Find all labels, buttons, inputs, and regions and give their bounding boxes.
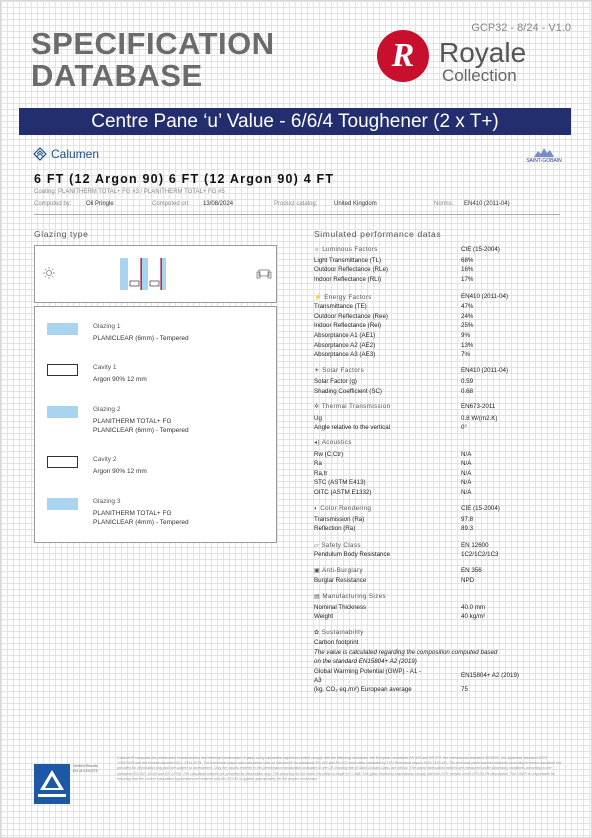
computed-on: 13/08/2024 (203, 201, 234, 207)
row-label: Shading Coefficient (SC) (314, 388, 382, 395)
row-label: Weight (314, 613, 334, 620)
row-value: 40 kg/m² (461, 613, 486, 620)
row-value: 9% (461, 332, 470, 339)
heading-text: Color Rendering (320, 505, 372, 512)
glass-swatch (47, 498, 78, 510)
thermal-heading: ✲ Thermal Transmission (314, 403, 391, 410)
row-value: 7% (461, 351, 470, 358)
row-label: Pendulum Body Resistance (314, 551, 391, 558)
heading-text: Energy Factors (324, 294, 372, 301)
performance-table (314, 1, 571, 838)
row-value: 0.68 (461, 388, 474, 395)
row-label: Light Transmittance (TL) (314, 257, 382, 264)
row-value: 17% (461, 276, 474, 283)
glass-swatch (47, 323, 78, 335)
cavity-swatch (47, 456, 78, 468)
layer-detail: PLANITHERM TOTAL+ FG (93, 418, 172, 425)
title-line-2: DATABASE (31, 58, 203, 93)
row-label: Angle relative to the vertical (314, 424, 391, 431)
glazing-cross-section (35, 246, 276, 302)
catalog-value: United Kingdom (334, 201, 377, 207)
cavity-swatch (47, 364, 78, 376)
layer-name: Glazing 3 (93, 498, 121, 505)
layer-detail-2: PLANICLEAR (6mm) - Tempered (93, 427, 189, 434)
layer-name: Glazing 2 (93, 406, 121, 413)
row-value: NPD (461, 577, 475, 584)
heading-text: Safety Class (321, 542, 361, 549)
heading-text: Manufacturing Sizes (322, 593, 387, 600)
row-value: N/A (461, 470, 472, 477)
layer-detail: Argon 90% 12 mm (93, 468, 147, 475)
sun-icon (43, 267, 55, 279)
sofa-icon (257, 270, 271, 278)
computed-by-label: Computed by: (34, 201, 72, 207)
coating-line: Coating: PLANITHERM TOTAL+ FG #3 / PLANITHERM TOTAL+ FG #5 (34, 189, 225, 195)
calumen-logo (33, 147, 99, 161)
row-label: Ug (314, 415, 322, 422)
row-label: Reflection (Ra) (314, 525, 356, 532)
row-label: Transmission (Ra) (314, 516, 365, 523)
row-label: Indoor Reflectance (Rei) (314, 322, 382, 329)
row-value: 0.8 W/(m2.K) (461, 415, 498, 422)
brand-sub: Collection (442, 66, 517, 85)
calumen-icon (33, 147, 47, 161)
glass-swatch (47, 406, 78, 418)
sustainability-heading: ✿ Sustainability (314, 629, 364, 636)
row-label: Global Warming Potential (GWP) - A1 - (314, 668, 422, 675)
row-value: N/A (461, 489, 472, 496)
page-title (31, 28, 275, 92)
row-label: Solar Factor (g) (314, 378, 357, 385)
row-value: 47% (461, 303, 474, 310)
footer-disclaimer: Calumen® computes the photometric characteristics and thermal transmission of glass using calculation algorithms which comply with the following standards: the European standards EN 410 and EN 673, the international standard ISO9050, the Japanese standard JIS R 3106:2019 and the Korean standard KS L 2514:2015. The functional output and calculation rules of Calumen® for standards EN 410 and EN 673 have been validated by TÜV Rheinland (report 8929 2133-01). The technical performances obtained according to these standards are provided for information only and are subject to amendment. Only the values entered in the performance declaration available on the CE marking site of Saint-Gobain Glass are official. The sound attenuation indices are measured under laboratory conditions according to the standards EN ISO 10140 and EN 12758. The calculated indices are provided for information only. The accuracy for the index Rw within a range of +/-2dB. The glass thickness calculations comply with the 2/3 E version of the DTU39-P4 description. The USER is responsible for ensuring that the current calculation hypotheses are entered and the DTU39 is applied appropriately for the project concerned. (117, 756, 562, 781)
row-label: Absorptance A3 (AE3) (314, 351, 376, 358)
performance-heading: Simulated performance datas (314, 229, 442, 239)
sustainability-note-2: on the standard EN15804+ A2 (2019) (314, 658, 417, 665)
heading-text: Sustainability (321, 629, 364, 636)
row-label: (kg. CO₂ eq./m²) European average (314, 686, 412, 693)
norms-label: Norms: (434, 201, 454, 207)
layer-detail: PLANITHERM TOTAL+ FG (93, 510, 172, 517)
row-value: N/A (461, 479, 472, 486)
row-value: 89.3 (461, 525, 474, 532)
row-value: 24% (461, 313, 474, 320)
norm: EN410 (2011-04) (461, 293, 509, 300)
row-label: STC (ASTM E413) (314, 479, 366, 486)
product-banner: Centre Pane ‘u’ Value - 6/6/4 Toughener (2 x T+) (19, 108, 571, 135)
row-label: Absorptance A2 (AE2) (314, 342, 376, 349)
row-value: 16% (461, 266, 474, 273)
row-label: Transmittance (TE) (314, 303, 367, 310)
layer-detail: Argon 90% 12 mm (93, 376, 147, 383)
glazing-type-heading: Glazing type (34, 229, 89, 239)
row-value: 75 (461, 686, 468, 693)
row-label: Rw (C;Ctr) (314, 451, 344, 458)
glazing-configuration: 6 FT (12 Argon 90) 6 FT (12 Argon 90) 4 FT (34, 172, 335, 186)
norm: EN410 (2011-04) (461, 367, 509, 374)
heading-text: Anti-Burglary (322, 567, 363, 574)
burglary-heading: ▣ Anti-Burglary (314, 567, 363, 574)
glazing-diagram (34, 245, 277, 303)
catalog-label: Product catalog: (274, 201, 318, 207)
layer-detail-2: PLANICLEAR (4mm) - Tempered (93, 519, 189, 526)
row-label: Ra,tr (314, 470, 328, 477)
norms-value: EN410 (2011-04) (464, 201, 510, 207)
row-value: 0.59 (461, 378, 474, 385)
row-label: Nominal Thickness (314, 604, 367, 611)
row-value: N/A (461, 451, 472, 458)
row-value: N/A (461, 460, 472, 467)
acoustics-heading: ◂) Acoustics (314, 439, 352, 446)
norm: EN 356 (461, 567, 482, 574)
heading-text: Luminous Factors (322, 246, 378, 253)
norm: EN 12600 (461, 542, 489, 549)
row-value: 1C2/1C2/1C3 (461, 551, 499, 558)
tuv-badge-icon (34, 764, 70, 804)
row-label: Outdoor Reflectance (RLe) (314, 266, 388, 273)
row-norm: EN15804+ A2 (2019) (461, 672, 519, 679)
row-value: 40.0 mm (461, 604, 486, 611)
computed-on-label: Computed on: (152, 201, 190, 207)
row-label: Burglar Resistance (314, 577, 367, 584)
gwp-row-2: A3 (314, 677, 322, 684)
document-reference: GCP32 - 8/24 - V1.0 (471, 22, 571, 34)
row-value: 0° (461, 424, 467, 431)
color-heading: ◐ Color Rendering (314, 505, 372, 512)
heading-text: Acoustics (321, 439, 352, 446)
sustainability-note: The value is calculated regarding the composition computed based (314, 649, 498, 656)
row-value: 97.8 (461, 516, 474, 523)
computed-by: Oli Pringle (86, 201, 114, 207)
row-label: OITC (ASTM E1332) (314, 489, 372, 496)
saint-gobain-label: SAINT-GOBAIN (526, 158, 562, 164)
title-line-1: SPECIFICATION (31, 26, 275, 61)
row-label: Outdoor Reflectance (Ree) (314, 313, 388, 320)
heading-text: Solar Factors (322, 367, 365, 374)
row-label: Indoor Reflectance (RLi) (314, 276, 382, 283)
layer-name: Glazing 1 (93, 323, 121, 330)
safety-heading: ▱ Safety Class (314, 542, 361, 549)
row-label: Ra (314, 460, 322, 467)
layer-name: Cavity 2 (93, 456, 117, 463)
calumen-label: Calumen (51, 147, 100, 161)
carbon-footprint-label: Carbon footprint (314, 639, 359, 646)
heading-text: Thermal Transmission (321, 403, 391, 410)
energy-heading: ⚡ Energy Factors (314, 294, 372, 301)
brand-name: Royale (439, 37, 527, 68)
norm: EN673-2011 (461, 403, 496, 410)
solar-heading: ☀ Solar Factors (314, 367, 365, 374)
badge-text: Verified Results EN 410 EN 673 (73, 764, 98, 773)
row-label: Absorptance A1 (AE1) (314, 332, 376, 339)
norm: CIE (15-2004) (461, 505, 500, 512)
row-value: 13% (461, 342, 474, 349)
norm: CIE (15-2004) (461, 246, 500, 253)
manufacturing-heading: ▤ Manufacturing Sizes (314, 593, 387, 600)
row-value: 68% (461, 257, 474, 264)
royale-logo-icon: R (377, 30, 429, 82)
luminous-heading: ☼ Luminous Factors (314, 246, 378, 253)
layer-name: Cavity 1 (93, 364, 117, 371)
row-value: 25% (461, 322, 474, 329)
layer-detail: PLANICLEAR (6mm) - Tempered (93, 335, 189, 342)
